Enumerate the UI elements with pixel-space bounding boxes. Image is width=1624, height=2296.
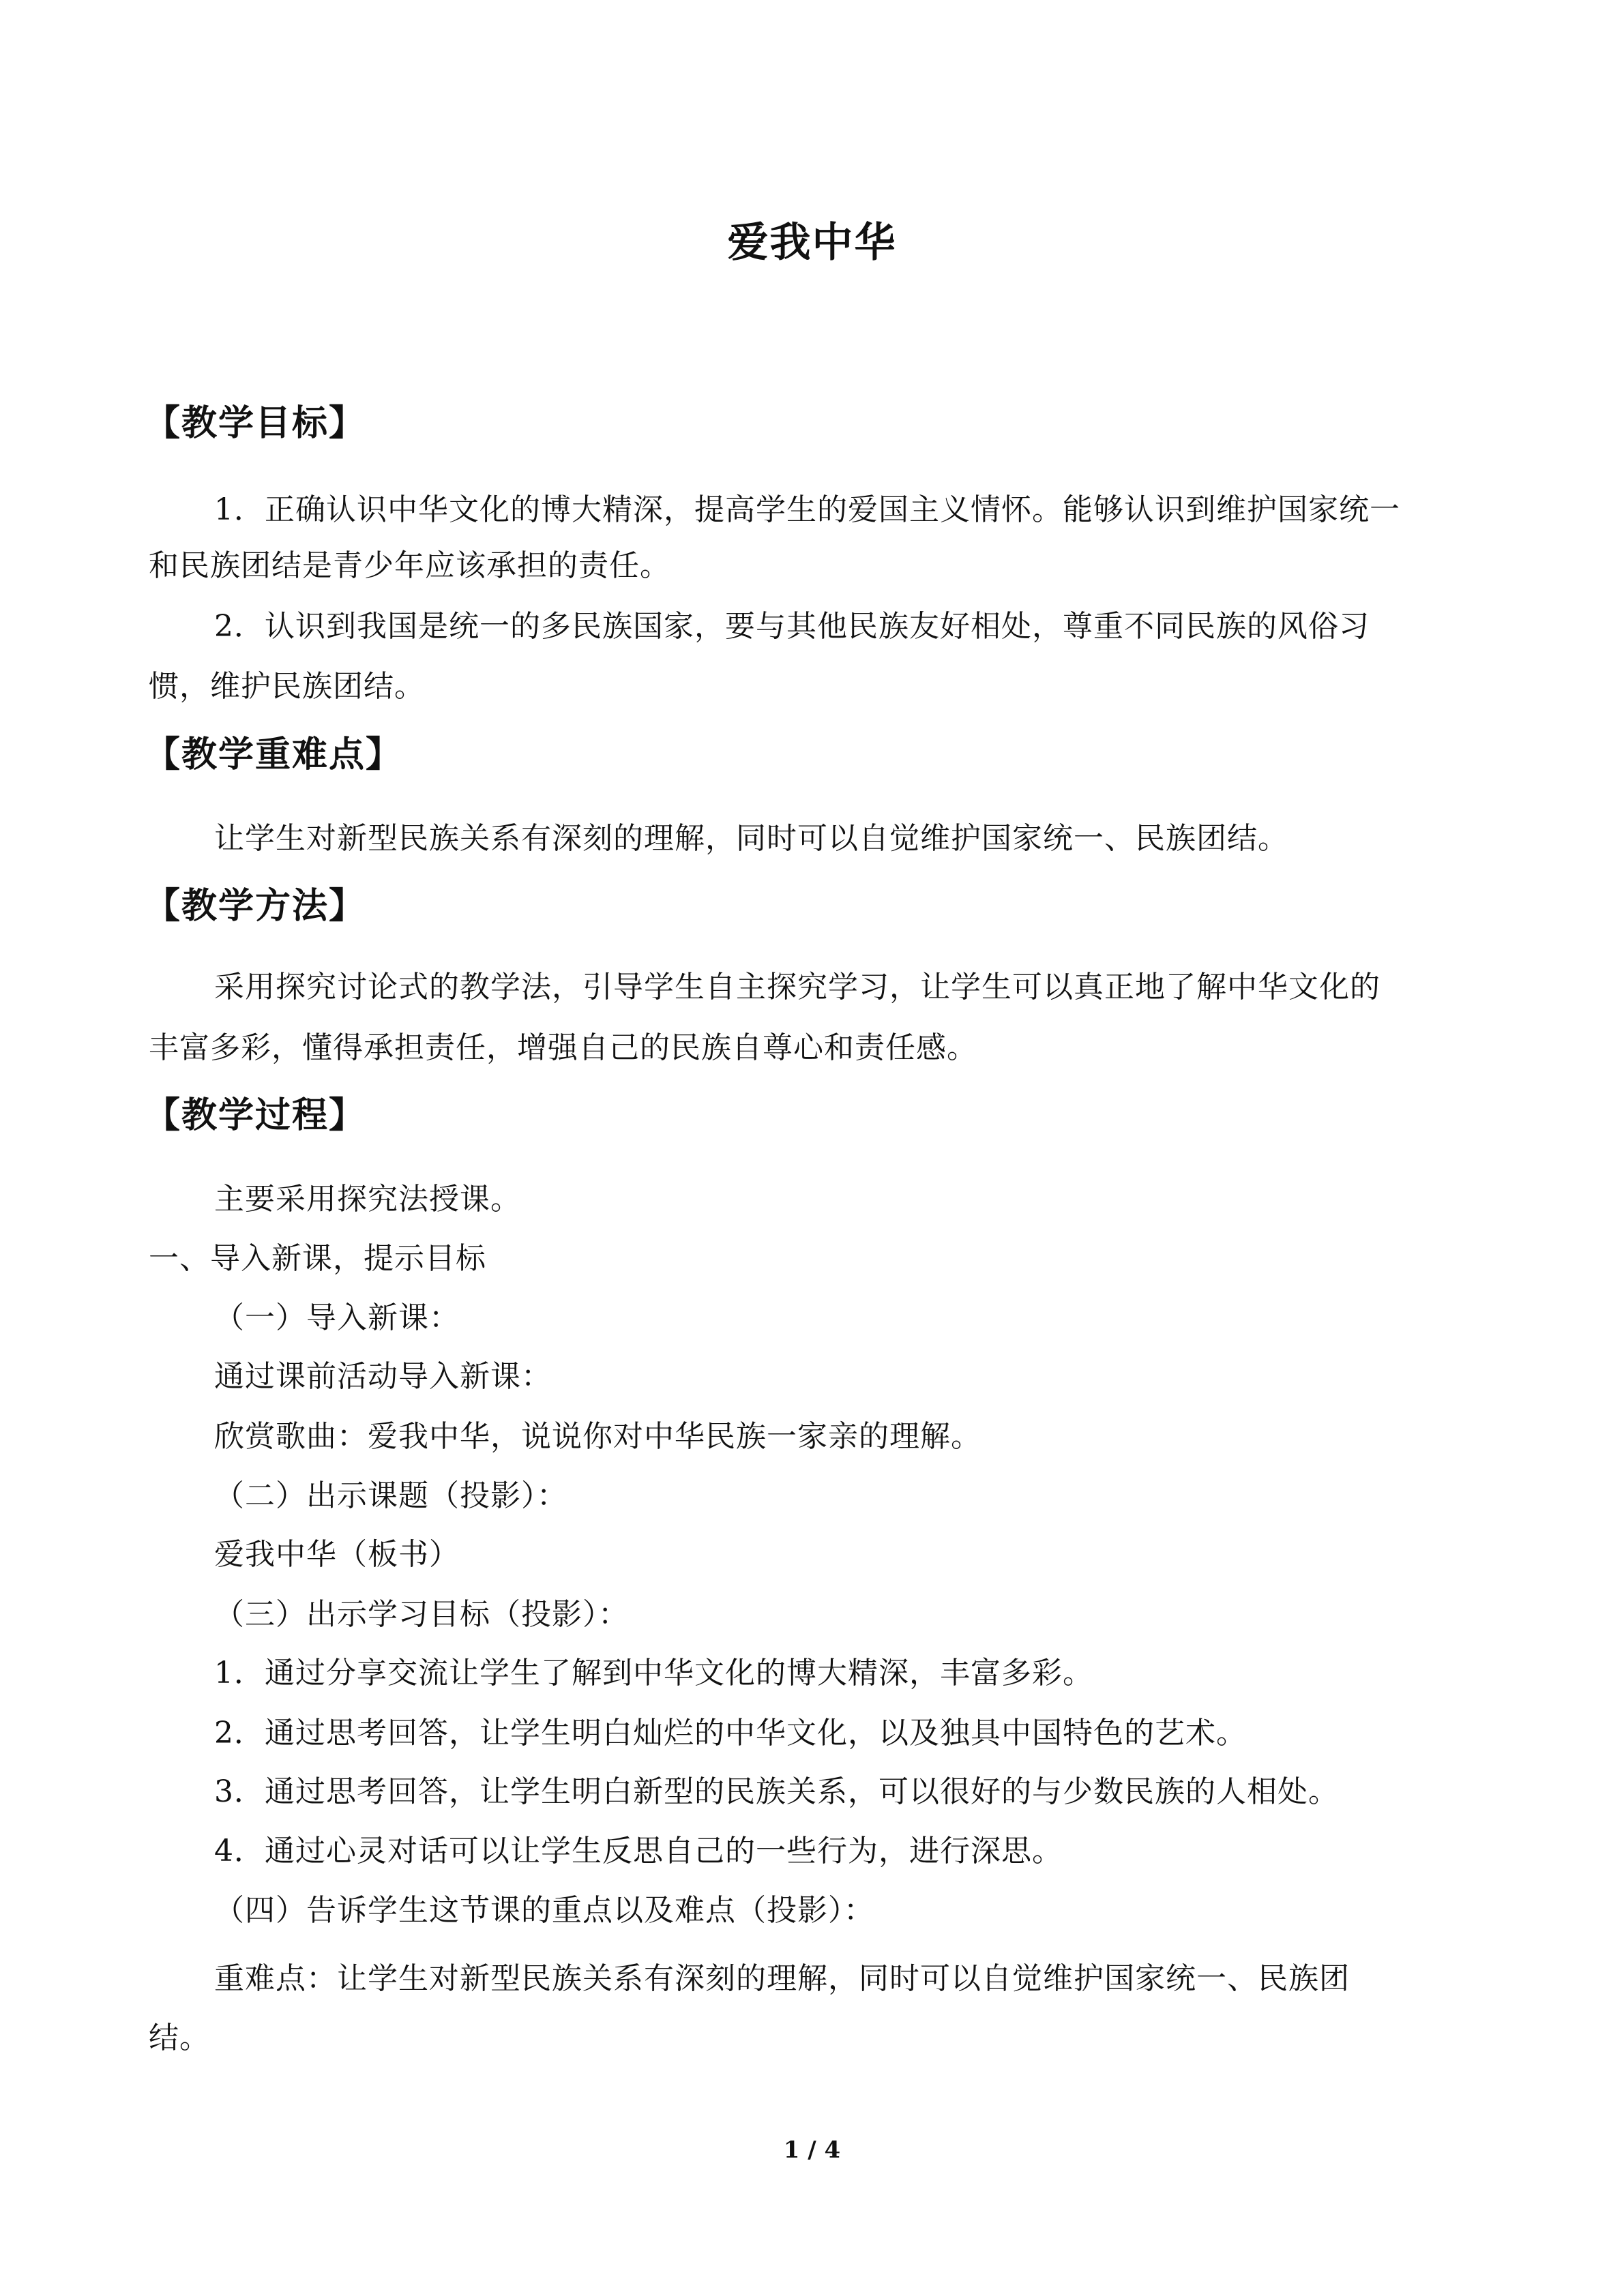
objective-1-line-2: 和民族团结是青少年应该承担的责任。 bbox=[149, 548, 670, 583]
process-goal-3: 3．通过思考回答，让学生明白新型的民族关系，可以很好的与少数民族的人相处。 bbox=[214, 1774, 1339, 1809]
process-sub-3: （三）出示学习目标（投影）： bbox=[214, 1597, 629, 1632]
heading-objectives: 【教学目标】 bbox=[145, 402, 366, 444]
key-points-text: 让学生对新型民族关系有深刻的理解，同时可以自觉维护国家统一、民族团结。 bbox=[214, 821, 1288, 856]
process-goal-1: 1．通过分享交流让学生了解到中华文化的博大精深，丰富多彩。 bbox=[214, 1656, 1093, 1690]
methods-line-1: 采用探究讨论式的教学法，引导学生自主探究学习，让学生可以真正地了解中华文化的 bbox=[214, 970, 1381, 1004]
process-sub-1-text-2: 欣赏歌曲：爱我中华，说说你对中华民族一家亲的理解。 bbox=[214, 1419, 981, 1454]
heading-key-points: 【教学重难点】 bbox=[145, 734, 403, 775]
process-focus-line-1: 重难点：让学生对新型民族关系有深刻的理解，同时可以自觉维护国家统一、民族团 bbox=[214, 1961, 1350, 1996]
objective-1-line-1: 1．正确认识中华文化的博大精深，提高学生的爱国主义情怀。能够认识到维护国家统一 bbox=[214, 492, 1400, 527]
process-focus-line-2: 结。 bbox=[149, 2021, 210, 2055]
process-sub-2: （二）出示课题（投影）： bbox=[214, 1478, 567, 1513]
heading-process: 【教学过程】 bbox=[145, 1094, 366, 1136]
process-sub-2-text: 爱我中华（板书） bbox=[214, 1537, 460, 1572]
page-number: 1 / 4 bbox=[783, 2136, 841, 2164]
process-intro: 主要采用探究法授课。 bbox=[214, 1182, 521, 1217]
process-goal-4: 4．通过心灵对话可以让学生反思自己的一些行为，进行深思。 bbox=[214, 1834, 1063, 1868]
heading-methods: 【教学方法】 bbox=[145, 885, 366, 927]
process-sub-1-text-1: 通过课前活动导入新课： bbox=[214, 1359, 552, 1394]
process-goal-2: 2．通过思考回答，让学生明白灿烂的中华文化，以及独具中国特色的艺术。 bbox=[214, 1716, 1247, 1750]
page-title: 爱我中华 bbox=[727, 219, 897, 267]
methods-line-2: 丰富多彩，懂得承担责任，增强自己的民族自尊心和责任感。 bbox=[149, 1030, 977, 1065]
process-part-1: 一、导入新课，提示目标 bbox=[149, 1241, 486, 1276]
objective-2-line-1: 2．认识到我国是统一的多民族国家，要与其他民族友好相处，尊重不同民族的风俗习 bbox=[214, 609, 1370, 644]
process-sub-4: （四）告诉学生这节课的重点以及难点（投影）： bbox=[214, 1893, 874, 1928]
process-sub-1: （一）导入新课： bbox=[214, 1300, 460, 1335]
objective-2-line-2: 惯，维护民族团结。 bbox=[149, 669, 425, 704]
